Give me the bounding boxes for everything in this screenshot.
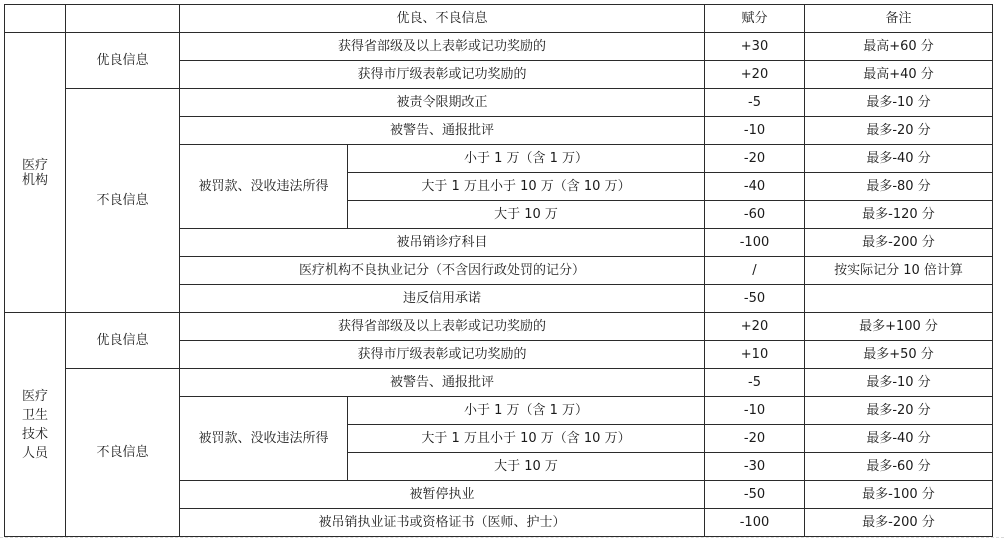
score-cell: -5: [705, 369, 805, 397]
item-cell: 获得市厅级表彰或记功奖励的: [180, 341, 705, 369]
score-cell: -40: [705, 173, 805, 201]
item-cell: 获得市厅级表彰或记功奖励的: [180, 61, 705, 89]
item-cell: 违反信用承诺: [180, 285, 705, 313]
note-cell: [805, 285, 993, 313]
score-cell: -100: [705, 509, 805, 537]
type-bad-info: 不良信息: [66, 369, 180, 537]
score-cell: +10: [705, 341, 805, 369]
table-row: [5, 89, 993, 117]
note-cell: 最多+50 分: [805, 341, 993, 369]
header-score: 赋分: [705, 5, 805, 33]
item-cell: 医疗机构不良执业记分（不含因行政处罚的记分）: [180, 257, 705, 285]
note-cell: 最多-120 分: [805, 201, 993, 229]
header-note: 备注: [805, 5, 993, 33]
note-cell: 最多-40 分: [805, 145, 993, 173]
note-cell: 最多-20 分: [805, 117, 993, 145]
note-cell: 最多-40 分: [805, 425, 993, 453]
item-cell: 被警告、通报批评: [180, 117, 705, 145]
score-cell: -100: [705, 229, 805, 257]
note-cell: 最多-100 分: [805, 481, 993, 509]
score-cell: -10: [705, 397, 805, 425]
fine-group-label: 被罚款、没收违法所得: [180, 397, 348, 481]
note-cell: 最多-20 分: [805, 397, 993, 425]
credit-score-table: [4, 4, 993, 537]
item-cell: 被警告、通报批评: [180, 369, 705, 397]
fine-group-label: 被罚款、没收违法所得: [180, 145, 348, 229]
page-edge-divider: [0, 537, 1004, 548]
item-cell: 小于 1 万（含 1 万）: [348, 397, 705, 425]
score-cell: +30: [705, 33, 805, 61]
score-cell: +20: [705, 313, 805, 341]
table-row: [5, 369, 993, 397]
type-bad-info: 不良信息: [66, 89, 180, 313]
item-cell: 被吊销诊疗科目: [180, 229, 705, 257]
item-cell: 大于 10 万: [348, 453, 705, 481]
note-cell: 按实际记分 10 倍计算: [805, 257, 993, 285]
note-cell: 最多-80 分: [805, 173, 993, 201]
note-cell: 最多-200 分: [805, 509, 993, 537]
score-cell: -5: [705, 89, 805, 117]
item-cell: 被责令限期改正: [180, 89, 705, 117]
note-cell: 最多+100 分: [805, 313, 993, 341]
score-cell: -10: [705, 117, 805, 145]
note-cell: 最多-10 分: [805, 369, 993, 397]
score-cell: -60: [705, 201, 805, 229]
type-good-info: 优良信息: [66, 313, 180, 369]
table-row: [5, 33, 993, 61]
item-cell: 获得省部级及以上表彰或记功奖励的: [180, 33, 705, 61]
item-cell: 大于 10 万: [348, 201, 705, 229]
note-cell: 最高+40 分: [805, 61, 993, 89]
item-cell: 被吊销执业证书或资格证书（医师、护士）: [180, 509, 705, 537]
item-cell: 获得省部级及以上表彰或记功奖励的: [180, 313, 705, 341]
category-medical-staff: 医疗 卫生 技术 人员: [5, 313, 66, 537]
table-row: [5, 313, 993, 341]
score-cell: -30: [705, 453, 805, 481]
note-cell: 最多-10 分: [805, 89, 993, 117]
header-item: 优良、不良信息: [180, 5, 705, 33]
score-cell: -20: [705, 145, 805, 173]
item-cell: 大于 1 万且小于 10 万（含 10 万）: [348, 173, 705, 201]
item-cell: 小于 1 万（含 1 万）: [348, 145, 705, 173]
category-medical-institution: 医疗 机构: [5, 33, 66, 313]
score-cell: +20: [705, 61, 805, 89]
note-cell: 最多-60 分: [805, 453, 993, 481]
item-cell: 大于 1 万且小于 10 万（含 10 万）: [348, 425, 705, 453]
header-row: [5, 5, 993, 33]
score-cell: -50: [705, 285, 805, 313]
item-cell: 被暂停执业: [180, 481, 705, 509]
header-type-cell: [66, 5, 180, 33]
note-cell: 最多-200 分: [805, 229, 993, 257]
score-cell: -50: [705, 481, 805, 509]
score-cell: /: [705, 257, 805, 285]
score-cell: -20: [705, 425, 805, 453]
note-cell: 最高+60 分: [805, 33, 993, 61]
type-good-info: 优良信息: [66, 33, 180, 89]
header-category-cell: [5, 5, 66, 33]
